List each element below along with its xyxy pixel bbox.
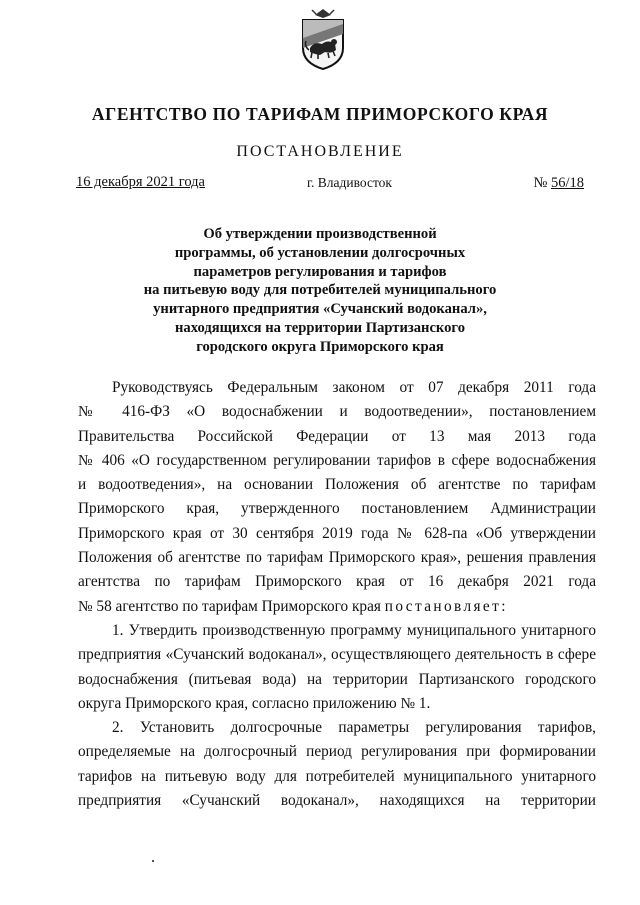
subject-line: на питьевую воду для потребителей муниципального [143,282,497,299]
subject-line: Об утверждении производственной [203,226,437,242]
document-city: г. Владивосток [307,175,392,190]
body-line: Приморского края, утвержденного постановлением Администрации [78,500,596,518]
subject-line: программы, об установлении долгосрочных [174,244,466,261]
body-line: № 416-ФЗ «О водоснабжении и водоотведении», постановлением [78,403,596,421]
document-subject [120,225,520,357]
subject-line: параметров регулирования и тарифов [193,263,447,280]
body-line: предприятия «Сучанский водоканал», находящихся на территории [78,792,596,810]
subject-line: городского округа Приморского края [196,338,444,355]
body-line: и водоотведения», на основании Положения об агентстве по тарифам [78,476,596,494]
body-line: Положения об агентстве по тарифам Приморского края», решения правления [78,549,596,567]
body-line: агентства по тарифам Приморского края от 16 декабря 2021 года [78,573,596,591]
document-body [78,376,596,813]
subject-line: находящихся на территории Партизанского [175,319,465,336]
body-line: № 406 «О государственном регулировании тарифов в сфере водоснабжения [78,451,596,469]
scan-speck [152,860,154,862]
document-date: 16 декабря 2021 года [76,174,205,190]
document-type: ПОСТАНОВЛЕНИЕ [236,143,404,160]
body-line: 2. Установить долгосрочные параметры регулирования тарифов, [112,719,596,737]
agency-name: АГЕНТСТВО ПО ТАРИФАМ ПРИМОРСКОГО КРАЯ [91,104,549,124]
body-line: определяемые на долгосрочный период регулирования при формировании [78,743,596,761]
body-line: водоснабжения (питьевая вода) на территории Партизанского городского [78,670,596,688]
body-line: Правительства Российской Федерации от 13 мая 2013 года [78,427,596,445]
body-line: округа Приморского края, согласно приложению № 1. [78,694,431,712]
body-line [78,595,596,619]
body-line: 1. Утвердить производственную программу муниципального унитарного [112,621,596,639]
coat-of-arms-emblem [298,8,348,70]
number-prefix: № [533,175,548,191]
body-line: предприятия «Сучанский водоканал», осуществляющего деятельность в сфере [78,646,596,664]
body-line: тарифов на питьевую воду для потребителей муниципального унитарного [78,767,596,785]
document-number [534,175,585,192]
resolution-word: постановляет: [384,597,508,615]
body-line: Приморского края от 30 сентября 2019 года № 628-па «Об утверждении [78,524,596,542]
subject-line: унитарного предприятия «Сучанский водоканал», [153,301,487,318]
body-line-start: № 58 агентство по тарифам Приморского края [78,597,385,615]
body-line: Руководствуясь Федеральным законом от 07 декабря 2011 года [112,379,596,396]
number-value: 56/18 [550,175,584,191]
